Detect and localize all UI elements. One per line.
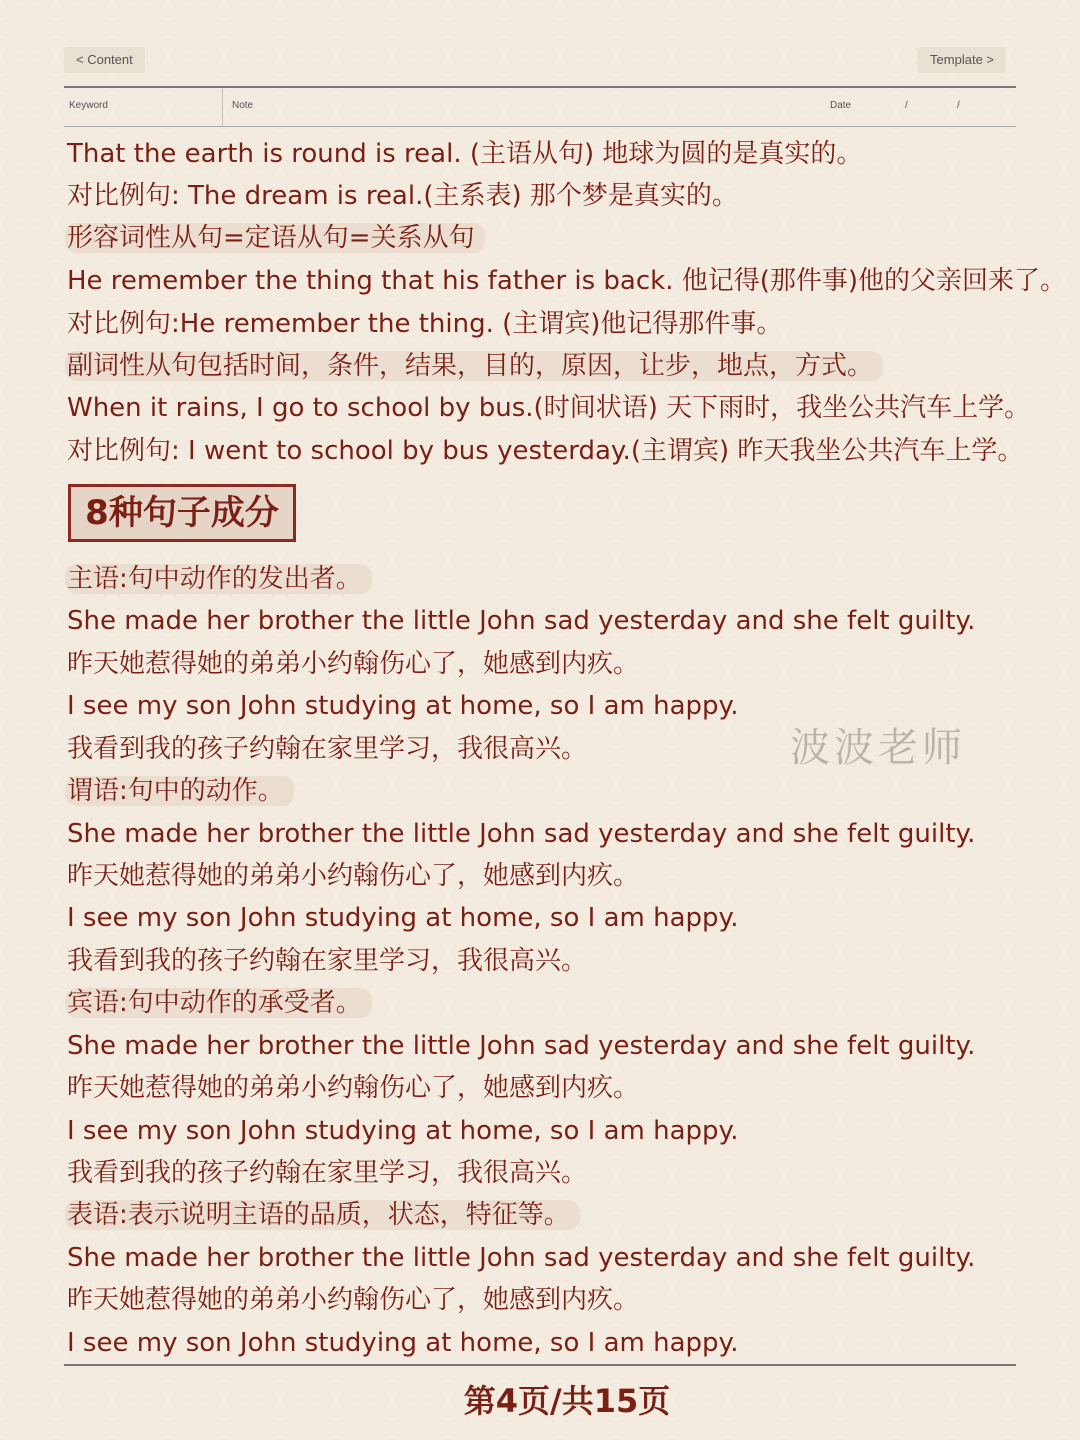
note-line: 昨天她惹得她的弟弟小约翰伤心了，她感到内疚。 [67,649,640,679]
note-line: I see my son John studying at home, so I am happy. [67,691,739,721]
date-label: Date [830,100,852,111]
template-button[interactable]: Template > [918,47,1006,73]
note-line: 对比例句:He remember the thing. (主谓宾)他记得那件事。 [67,309,783,339]
note-line: 昨天她惹得她的弟弟小约翰伤心了，她感到内疚。 [67,861,640,891]
note-line-highlight [67,561,372,597]
note-label: Note [232,100,254,111]
note-line: She made her brother the little John sad yesterday and she felt guilty. [67,1031,976,1061]
header-top-rule [64,86,1016,88]
highlight-text: 形容词性从句=定语从句=关系从句 [65,223,485,253]
note-line: She made her brother the little John sad yesterday and she felt guilty. [67,1243,976,1273]
date-separator: / [905,100,908,111]
note-line-highlight [67,773,294,809]
note-line-highlight [67,1197,580,1233]
page-indicator: 第4页/共15页 [463,1382,671,1420]
note-line: 我看到我的孩子约翰在家里学习，我很高兴。 [67,1158,588,1188]
highlight-text: 宾语:句中动作的承受者。 [65,988,372,1018]
date-separator: / [957,100,960,111]
content-back-button[interactable]: < Content [64,47,145,73]
highlight-text: 谓语:句中的动作。 [65,776,294,806]
footer-rule [64,1364,1016,1366]
note-line: When it rains, I go to school by bus.(时间状语) 天下雨时，我坐公共汽车上学。 [67,393,1031,423]
note-line: 我看到我的孩子约翰在家里学习，我很高兴。 [67,734,588,764]
header-bottom-rule [64,126,1016,127]
note-line: 对比例句: I went to school by bus yesterday.(主谓宾) 昨天我坐公共汽车上学。 [67,436,1024,466]
note-line: She made her brother the little John sad yesterday and she felt guilty. [67,606,976,636]
note-line-highlight [67,348,883,384]
keyword-label: Keyword [69,100,108,111]
note-line: I see my son John studying at home, so I am happy. [67,1328,739,1358]
section-heading: 8种句子成分 [68,484,296,542]
note-line-highlight [67,220,485,256]
note-line: He remember the thing that his father is back. 他记得(那件事)他的父亲回来了。 [67,266,1067,296]
keyword-column-divider [222,88,223,126]
note-line: I see my son John studying at home, so I am happy. [67,1116,739,1146]
highlight-text: 主语:句中动作的发出者。 [65,564,372,594]
highlight-text: 副词性从句包括时间，条件，结果，目的，原因，让步，地点，方式。 [65,351,883,381]
note-line: She made her brother the little John sad yesterday and she felt guilty. [67,819,976,849]
note-line: That the earth is round is real. (主语从句) 地球为圆的是真实的。 [67,139,863,169]
note-line: I see my son John studying at home, so I am happy. [67,903,739,933]
highlight-text: 表语:表示说明主语的品质，状态，特征等。 [65,1200,580,1230]
note-line: 昨天她惹得她的弟弟小约翰伤心了，她感到内疚。 [67,1073,640,1103]
watermark: 波波老师 [790,725,966,771]
note-line: 我看到我的孩子约翰在家里学习，我很高兴。 [67,946,588,976]
note-line: 昨天她惹得她的弟弟小约翰伤心了，她感到内疚。 [67,1285,640,1315]
note-line-highlight [67,985,372,1021]
note-line: 对比例句: The dream is real.(主系表) 那个梦是真实的。 [67,181,738,211]
